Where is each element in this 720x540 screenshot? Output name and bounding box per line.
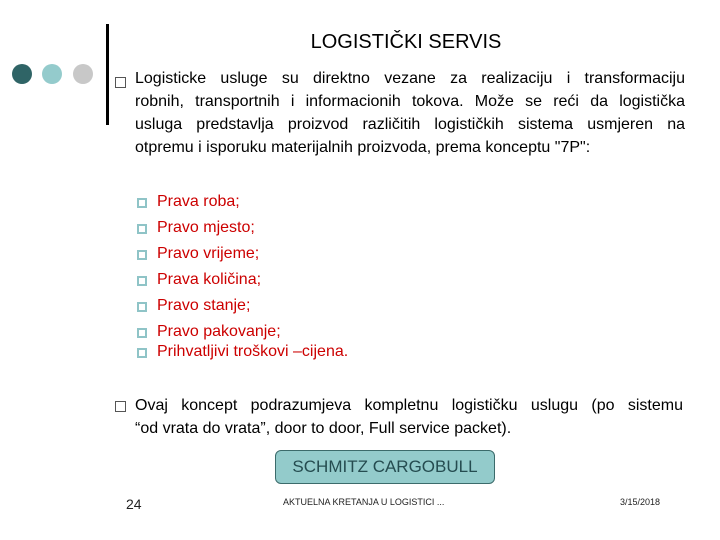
list-item-label: Pravo vrijeme; xyxy=(157,245,260,262)
list-item-label: Pravo stanje; xyxy=(157,297,251,314)
decor-dot-teal xyxy=(42,64,62,84)
text-line: Logisticke usluge su direktno vezane za realizaciju i transformaciju xyxy=(135,70,685,87)
list-item-label: Pravo mjesto; xyxy=(157,219,255,236)
text-line: Ovaj koncept podrazumjeva kompletnu logističku uslugu (po sistemu xyxy=(135,397,683,414)
list-item-label: Prava količina; xyxy=(157,271,262,288)
decor-dot-dark xyxy=(12,64,32,84)
slide-title: LOGISTIČKI SERVIS xyxy=(310,31,502,53)
list-item-label: Prihvatljivi troškovi –cijena. xyxy=(157,343,349,360)
square-bullet-icon xyxy=(137,224,147,234)
square-bullet-icon xyxy=(137,250,147,260)
square-bullet-icon xyxy=(137,328,147,338)
brand-box: SCHMITZ CARGOBULL xyxy=(275,450,495,484)
text-line: robnih, transportnih i informacionih tokova. Može se reći da logistička xyxy=(135,93,685,110)
square-bullet-icon xyxy=(137,198,147,208)
square-bullet-icon xyxy=(137,276,147,286)
square-bullet-icon xyxy=(137,348,147,358)
square-bullet-icon xyxy=(137,302,147,312)
text-line: “od vrata do vrata”, door to door, Full service packet). xyxy=(135,420,512,437)
paragraph-intro xyxy=(135,67,685,159)
list-item-label: Pravo pakovanje; xyxy=(157,323,281,340)
paragraph-concept xyxy=(135,394,683,440)
footer-date: 3/15/2018 xyxy=(620,497,661,507)
footer-title: AKTUELNA KRETANJA U LOGISTICI ... xyxy=(283,497,445,507)
square-bullet-icon xyxy=(115,77,126,88)
page-number: 24 xyxy=(126,496,142,512)
text-line: usluga predstavlja proizvod različitih logističkih sistema usmjeren na xyxy=(135,116,685,133)
square-bullet-icon xyxy=(115,401,126,412)
list-item-label: Prava roba; xyxy=(157,193,240,210)
decor-dot-gray xyxy=(73,64,93,84)
text-line: otpremu i isporuku materijalnih proizvoda, prema konceptu "7P": xyxy=(135,139,591,156)
